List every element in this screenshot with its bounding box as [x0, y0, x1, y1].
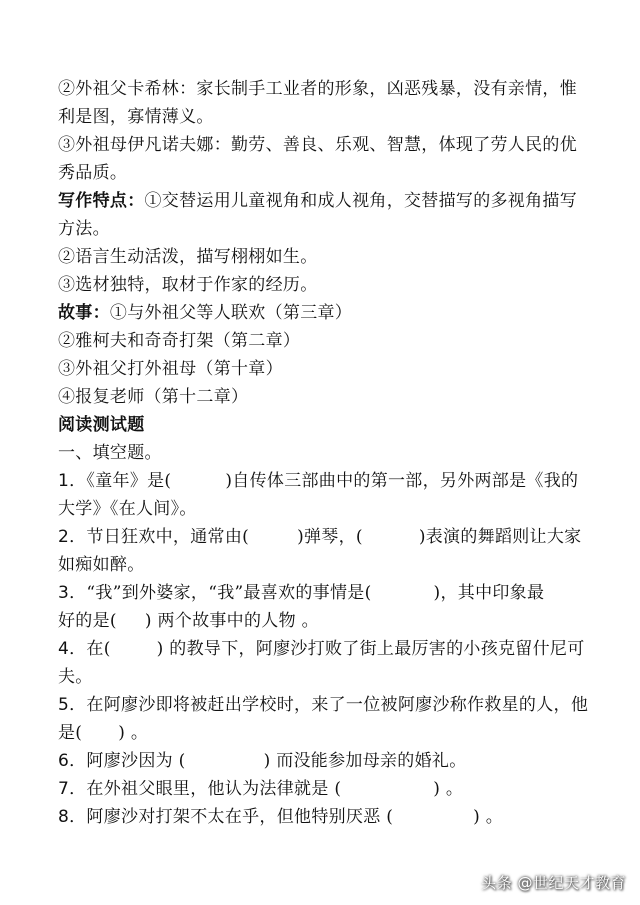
question-number: 8． — [58, 807, 87, 827]
question-2: 2．节日狂欢中，通常由( )弹琴，( )表演的舞蹈则让大家 — [58, 527, 582, 547]
source-watermark: 头条 @世纪天才教育 — [481, 874, 626, 892]
writing-features-line — [58, 190, 618, 212]
stories-label: 故事： — [58, 303, 110, 323]
writing-point-2: ②语言生动活泼，描写栩栩如生。 — [58, 247, 318, 267]
writing-point-3: ③选材独特，取材于作家的经历。 — [58, 275, 318, 295]
story-item: ①与外祖父等人联欢（第三章） — [109, 303, 353, 323]
story-item: ②雅柯夫和奇奇打架（第二章） — [58, 331, 301, 351]
question-2-cont: 如痴如醉。 — [58, 555, 145, 575]
question-7: 7．在外祖父眼里，他认为法律就是 ( ) 。 — [58, 779, 464, 799]
grandfather-line-2: 利是图，寡情薄义。 — [58, 107, 214, 127]
grandfather-line-1: ②外祖父卡希林：家长制手工业者的形象，凶恶残暴，没有亲情，惟 — [58, 79, 577, 99]
question-number: 7． — [58, 779, 87, 799]
writing-features-label: 写作特点： — [58, 191, 145, 211]
question-number: 4． — [58, 639, 87, 659]
question-number: 6． — [58, 751, 87, 771]
question-4: 4．在( ) 的教导下，阿廖沙打败了街上最厉害的小孩克留什尼可 — [58, 639, 585, 659]
story-item: ④报复老师（第十二章） — [58, 387, 249, 407]
question-number: 2． — [58, 527, 87, 547]
question-6: 6．阿廖沙因为 ( ) 而没能参加母亲的婚礼。 — [58, 751, 467, 771]
question-1: 1．《童年》是( )自传体三部曲中的第一部，另外两部是《我的 — [58, 471, 579, 491]
writing-point-1: ①交替运用儿童视角和成人视角，交替描写的多视角描写 — [144, 191, 577, 211]
grandmother-line-2: 秀品质。 — [58, 163, 128, 183]
question-3-cont: 好的是( ) 两个故事中的人物 。 — [58, 611, 319, 631]
question-5: 5．在阿廖沙即将被赶出学校时，来了一位被阿廖沙称作救星的人，他 — [58, 695, 589, 715]
grandmother-line-1: ③外祖母伊凡诺夫娜：勤劳、善良、乐观、智慧，体现了劳人民的优 — [58, 135, 577, 155]
question-8: 8．阿廖沙对打架不太在乎，但他特别厌恶 ( ) 。 — [58, 807, 504, 827]
question-4-cont: 夫。 — [58, 667, 93, 687]
story-item: ③外祖父打外祖母（第十章） — [58, 359, 283, 379]
question-number: 1． — [58, 471, 87, 491]
question-number: 3． — [58, 583, 87, 603]
question-5-cont: 是( ) 。 — [58, 723, 149, 743]
stories-line-1 — [58, 302, 618, 324]
question-number: 5． — [58, 695, 87, 715]
test-title: 阅读测试题 — [58, 415, 145, 435]
writing-point-1-cont: 方法。 — [58, 219, 110, 239]
question-3: 3．“我”到外婆家，“我”最喜欢的事情是( )，其中印象最 — [58, 583, 545, 603]
question-1-cont: 大学》《在人间》。 — [58, 499, 197, 519]
section-heading: 一、填空题。 — [58, 443, 162, 463]
